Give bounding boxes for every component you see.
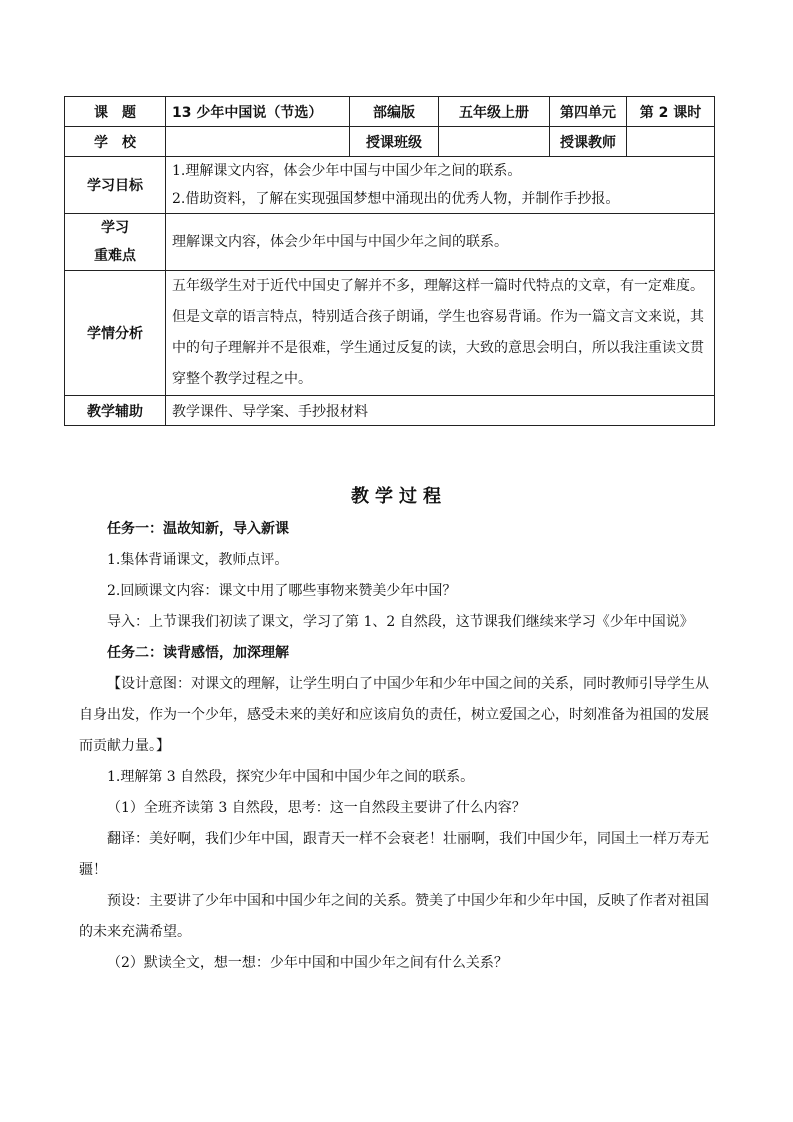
key-points-label-line1: 学习 xyxy=(101,220,129,236)
key-points-text: 理解课文内容，体会少年中国与中国少年之间的联系。 xyxy=(166,214,715,271)
aids-label: 教学辅助 xyxy=(65,396,166,426)
table-row xyxy=(65,214,715,271)
intro-paragraph: 导入：上节课我们初读了课文，学习了第 1、2 自然段，这节课我们继续来学习《少年中国说》 xyxy=(107,614,694,630)
teacher-label: 授课教师 xyxy=(550,127,627,157)
school-label: 学 校 xyxy=(65,127,166,157)
task-one-item: 2.回顾课文内容：课文中用了哪些事物来赞美少年中国？ xyxy=(107,583,457,599)
goals-label: 学习目标 xyxy=(65,157,166,214)
table-row xyxy=(65,396,715,426)
step-one: 1.理解第 3 自然段，探究少年中国和中国少年之间的联系。 xyxy=(107,769,475,785)
class-value xyxy=(439,127,550,157)
key-points-label-line2: 重难点 xyxy=(94,248,136,264)
school-value xyxy=(166,127,350,157)
lesson-title: 13 少年中国说（节选） xyxy=(166,97,350,127)
analysis-label: 学情分析 xyxy=(65,271,166,396)
preset-paragraph: 预设：主要讲了少年中国和中国少年之间的关系。赞美了中国少年和少年中国，反映了作者对祖国的未来充满希望。 xyxy=(79,893,709,940)
question-two: （2）默读全文，想一想：少年中国和中国少年之间有什么关系？ xyxy=(107,955,508,971)
goal-item: 2.借助资料，了解在实现强国梦想中涌现出的优秀人物，并制作手抄报。 xyxy=(172,191,620,207)
task-two-heading: 任务二：读背感悟，加深理解 xyxy=(107,645,289,661)
table-row xyxy=(65,157,715,214)
period: 第 2 课时 xyxy=(627,97,715,127)
unit: 第四单元 xyxy=(550,97,627,127)
class-label: 授课班级 xyxy=(350,127,439,157)
edition: 部编版 xyxy=(350,97,439,127)
aids-text: 教学课件、导学案、手抄报材料 xyxy=(166,396,715,426)
lesson-info-table xyxy=(64,96,715,426)
section-title: 教学过程 xyxy=(351,486,447,507)
translation-paragraph: 翻译：美好啊，我们少年中国，跟青天一样不会衰老！壮丽啊，我们中国少年，同国土一样万寿无疆！ xyxy=(79,831,709,878)
teaching-process xyxy=(79,480,719,979)
table-row xyxy=(65,271,715,396)
key-points-label xyxy=(65,214,166,271)
goal-item: 1.理解课文内容，体会少年中国与中国少年之间的联系。 xyxy=(172,163,522,179)
grade: 五年级上册 xyxy=(439,97,550,127)
table-row xyxy=(65,97,715,127)
analysis-text: 五年级学生对于近代中国史了解并不多，理解这样一篇时代特点的文章，有一定难度。但是文章的语言特点，特别适合孩子朗诵，学生也容易背诵。作为一篇文言文来说，其中的句子理解并不是很难，学生通过反复的读，大致的意思会明白，所以我注重读文贯穿整个教学过程之中。 xyxy=(166,271,715,396)
goals-cell xyxy=(166,157,715,214)
task-one-item: 1.集体背诵课文，教师点评。 xyxy=(107,552,289,568)
question-one: （1）全班齐读第 3 自然段，思考：这一自然段主要讲了什么内容？ xyxy=(107,800,526,816)
lesson-label: 课 题 xyxy=(65,97,166,127)
teacher-value xyxy=(627,127,715,157)
design-intent: 【设计意图：对课文的理解，让学生明白了中国少年和少年中国之间的关系，同时教师引导学生从自身出发，作为一个少年，感受未来的美好和应该肩负的责任，树立爱国之心，时刻准备为祖国的发展而贡献力量。】 xyxy=(79,676,709,754)
task-one-heading: 任务一：温故知新，导入新课 xyxy=(107,521,289,537)
table-row xyxy=(65,127,715,157)
